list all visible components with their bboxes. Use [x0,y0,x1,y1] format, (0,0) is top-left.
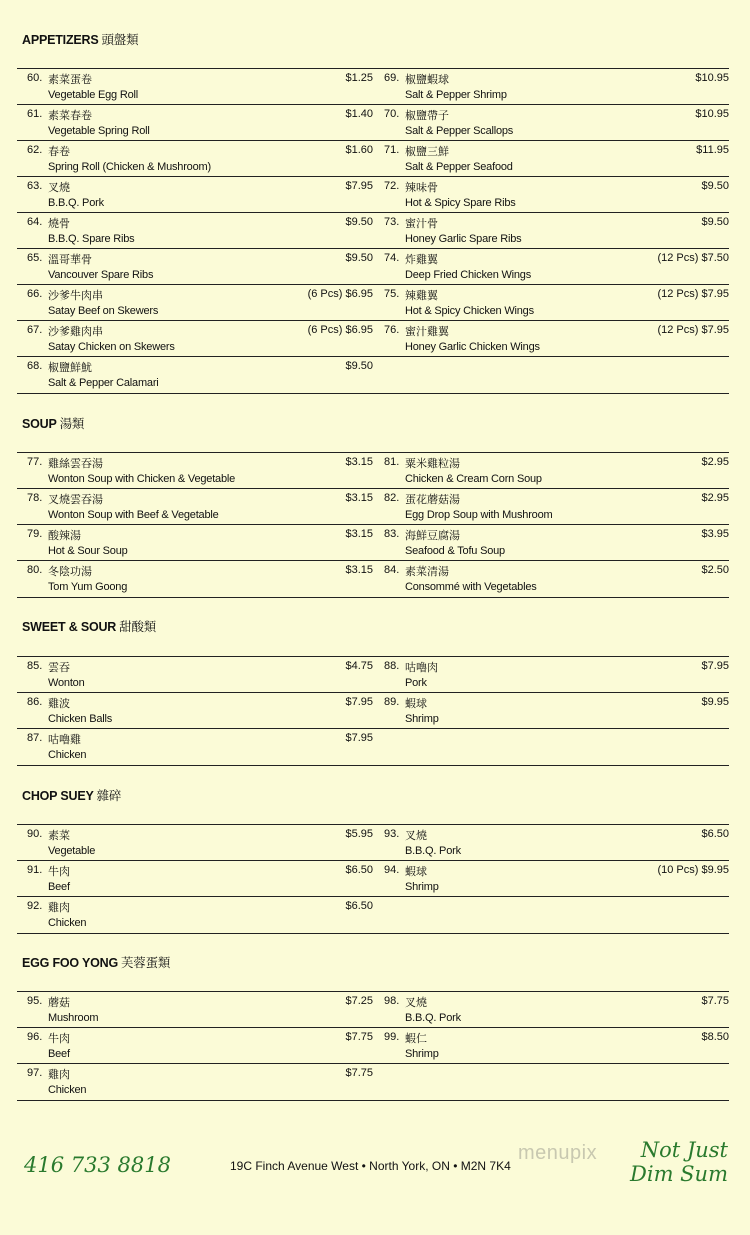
item-name-chinese: 叉燒 [405,996,427,1009]
menu-row [17,693,729,729]
item-price: $3.15 [345,492,373,504]
item-number: 98. [384,995,400,1007]
item-number: 85. [27,660,43,672]
item-number: 95. [27,995,43,1007]
section-title [22,414,84,432]
item-price: $7.95 [345,180,373,192]
menu-row [17,1028,729,1064]
section-title-zh: 甜酸類 [119,619,157,634]
item-number: 60. [27,72,43,84]
menu-item[interactable] [17,525,373,561]
menu-item[interactable] [17,489,373,525]
item-name-english: Chicken [48,917,87,929]
item-name-chinese: 冬陰功湯 [48,565,92,578]
item-price: $2.95 [701,492,729,504]
item-name-chinese: 蜜汁雞翼 [405,325,449,338]
item-price: $9.50 [345,216,373,228]
section-title [22,786,121,804]
item-name-english: Pork [405,677,427,689]
item-name-english: Hot & Spicy Chicken Wings [405,305,534,317]
item-name-chinese: 蛋花蘑菇湯 [405,493,460,506]
menu-row [17,992,729,1028]
item-price: (6 Pcs) $6.95 [307,324,373,336]
menu-item[interactable] [17,105,373,141]
item-name-chinese: 雞肉 [48,1068,70,1081]
address: 19C Finch Avenue West • North York, ON • M2N 7K4 [230,1159,511,1173]
item-price: $9.50 [701,216,729,228]
item-number: 67. [27,324,43,336]
item-number: 99. [384,1031,400,1043]
item-name-english: B.B.Q. Pork [405,1012,461,1024]
item-name-english: Chicken & Cream Corn Soup [405,473,542,485]
logo-line-2: Dim Sum [630,1162,728,1186]
item-name-english: Honey Garlic Chicken Wings [405,341,540,353]
menu-row [17,357,729,394]
item-number: 79. [27,528,43,540]
item-name-chinese: 雞波 [48,697,70,710]
item-price: $6.50 [701,828,729,840]
menu-item[interactable] [17,825,373,861]
item-name-chinese: 素菜春卷 [48,109,92,122]
item-name-chinese: 椒鹽三鮮 [405,145,449,158]
item-name-english: B.B.Q. Spare Ribs [48,233,135,245]
item-number: 80. [27,564,43,576]
item-name-english: Spring Roll (Chicken & Mushroom) [48,161,211,173]
item-price: $7.25 [345,995,373,1007]
item-price: $7.95 [701,660,729,672]
menu-row [17,321,729,357]
item-price: $11.95 [696,144,729,156]
watermark: menupix [518,1142,598,1164]
item-price: $9.50 [701,180,729,192]
item-price: $3.15 [345,456,373,468]
item-name-chinese: 蝦球 [405,697,427,710]
menu-item[interactable] [373,825,729,861]
menu-item[interactable] [373,992,729,1028]
section-title-en: APPETIZERS [22,33,99,47]
item-name-chinese: 燒骨 [48,217,70,230]
item-name-chinese: 椒鹽帶子 [405,109,449,122]
item-price: $3.15 [345,528,373,540]
item-number: 71. [384,144,400,156]
empty-cell [373,897,729,933]
menu-row [17,861,729,897]
item-number: 89. [384,696,400,708]
item-number: 92. [27,900,43,912]
item-name-english: Deep Fried Chicken Wings [405,269,532,281]
section-title [22,953,170,971]
item-name-chinese: 辣味骨 [405,181,438,194]
item-price: $9.50 [345,252,373,264]
empty-cell [373,729,729,765]
item-number: 75. [384,288,400,300]
item-name-english: Beef [48,881,70,893]
restaurant-logo [630,1138,728,1186]
menu-item[interactable] [17,357,373,393]
item-number: 64. [27,216,43,228]
phone-number[interactable]: 416 733 8818 [24,1153,171,1177]
item-name-chinese: 叉燒雲吞湯 [48,493,103,506]
item-name-chinese: 辣雞翼 [405,289,438,302]
item-name-english: Salt & Pepper Seafood [405,161,513,173]
item-name-english: Wonton [48,677,85,689]
item-number: 77. [27,456,43,468]
item-price: $2.95 [701,456,729,468]
menu-item[interactable] [373,141,729,177]
menu-item[interactable] [17,285,373,321]
item-number: 84. [384,564,400,576]
item-name-english: Satay Beef on Skewers [48,305,159,317]
menu-item[interactable] [17,249,373,285]
item-name-english: Vegetable Egg Roll [48,89,138,101]
menu-grid [17,452,729,598]
item-number: 65. [27,252,43,264]
item-price: (12 Pcs) $7.95 [657,324,729,336]
item-price: (6 Pcs) $6.95 [307,288,373,300]
item-name-english: B.B.Q. Pork [405,845,461,857]
menu-row [17,69,729,105]
item-price: $3.95 [701,528,729,540]
menu-item[interactable] [373,561,729,597]
item-name-chinese: 酸辣湯 [48,529,81,542]
item-name-english: Satay Chicken on Skewers [48,341,175,353]
item-price: (10 Pcs) $9.95 [657,864,729,876]
menu-item[interactable] [373,693,729,729]
item-price: $10.95 [695,72,729,84]
item-name-chinese: 粟米雞粒湯 [405,457,460,470]
item-name-english: Salt & Pepper Calamari [48,377,159,389]
menu-row [17,561,729,598]
item-name-english: Shrimp [405,881,439,893]
item-price: $7.95 [345,732,373,744]
menu-item[interactable] [373,525,729,561]
item-name-chinese: 雲吞 [48,661,70,674]
menu-item[interactable] [373,213,729,249]
item-name-chinese: 溫哥華骨 [48,253,92,266]
menu-item[interactable] [373,249,729,285]
menu-grid [17,824,729,934]
menu-grid [17,656,729,766]
item-price: $6.50 [345,864,373,876]
item-name-chinese: 素菜蛋卷 [48,73,92,86]
item-number: 61. [27,108,43,120]
section-title-en: CHOP SUEY [22,789,94,803]
menu-item[interactable] [373,285,729,321]
item-number: 62. [27,144,43,156]
menu-item[interactable] [17,861,373,897]
menu-row [17,453,729,489]
menu-item[interactable] [17,177,373,213]
menu-item[interactable] [17,693,373,729]
item-name-chinese: 雞絲雲吞湯 [48,457,103,470]
menu-row [17,897,729,934]
menu-grid [17,991,729,1101]
item-name-chinese: 素菜清湯 [405,565,449,578]
section-title-zh: 芙蓉蛋類 [121,955,171,970]
menu-row [17,1064,729,1101]
item-name-chinese: 蜜汁骨 [405,217,438,230]
item-name-chinese: 春卷 [48,145,70,158]
menu-item[interactable] [373,177,729,213]
item-name-chinese: 蝦球 [405,865,427,878]
menu-item[interactable] [373,861,729,897]
item-number: 69. [384,72,400,84]
item-price: $4.75 [345,660,373,672]
menu-row [17,729,729,766]
menu-item[interactable] [373,489,729,525]
item-name-chinese: 蘑菇 [48,996,70,1009]
item-name-chinese: 雞肉 [48,901,70,914]
item-name-english: Shrimp [405,1048,439,1060]
item-name-english: Vancouver Spare Ribs [48,269,154,281]
item-number: 91. [27,864,43,876]
item-name-english: Chicken Balls [48,713,113,725]
item-number: 72. [384,180,400,192]
item-number: 93. [384,828,400,840]
menu-row [17,249,729,285]
item-name-english: B.B.Q. Pork [48,197,104,209]
menu-row [17,213,729,249]
menu-item[interactable] [373,69,729,105]
item-price: (12 Pcs) $7.95 [657,288,729,300]
logo-line-1: Not Just [640,1138,728,1162]
menu-row [17,177,729,213]
item-price: $7.95 [345,696,373,708]
item-price: $3.15 [345,564,373,576]
item-price: $6.50 [345,900,373,912]
item-number: 68. [27,360,43,372]
section-title [22,617,156,635]
item-number: 94. [384,864,400,876]
item-name-english: Mushroom [48,1012,99,1024]
item-number: 82. [384,492,400,504]
item-name-english: Hot & Sour Soup [48,545,128,557]
item-name-english: Chicken [48,749,87,761]
item-name-chinese: 叉燒 [405,829,427,842]
menu-row [17,285,729,321]
item-name-chinese: 咕嚕肉 [405,661,438,674]
menu-item[interactable] [17,1028,373,1064]
menu-item[interactable] [373,657,729,693]
item-name-chinese: 椒鹽鮮魷 [48,361,92,374]
menu-item[interactable] [373,105,729,141]
empty-cell [373,357,729,393]
item-name-english: Chicken [48,1084,87,1096]
item-name-chinese: 牛肉 [48,1032,70,1045]
item-price: $7.75 [345,1067,373,1079]
item-price: $9.95 [701,696,729,708]
item-price: $9.50 [345,360,373,372]
item-number: 63. [27,180,43,192]
section-title-zh: 湯類 [59,416,85,431]
item-name-english: Vegetable [48,845,96,857]
section-title [22,30,138,48]
menu-row [17,825,729,861]
item-price: $8.50 [701,1031,729,1043]
menu-item[interactable] [17,453,373,489]
item-name-english: Wonton Soup with Beef & Vegetable [48,509,219,521]
item-name-chinese: 叉燒 [48,181,70,194]
section-title-en: SWEET & SOUR [22,620,117,634]
item-number: 88. [384,660,400,672]
item-name-english: Shrimp [405,713,439,725]
menu-item[interactable] [373,453,729,489]
menu-item[interactable] [17,321,373,357]
item-name-english: Egg Drop Soup with Mushroom [405,509,553,521]
menu-row [17,657,729,693]
item-price: $1.40 [345,108,373,120]
item-name-english: Consommé with Vegetables [405,581,537,593]
item-name-english: Wonton Soup with Chicken & Vegetable [48,473,236,485]
menu-item[interactable] [17,141,373,177]
item-number: 83. [384,528,400,540]
menu-item[interactable] [17,729,373,765]
item-name-chinese: 海鮮豆腐湯 [405,529,460,542]
item-number: 78. [27,492,43,504]
item-name-chinese: 沙爹牛肉串 [48,289,103,302]
menu-row [17,489,729,525]
item-number: 73. [384,216,400,228]
section-title-en: EGG FOO YONG [22,956,118,970]
item-number: 97. [27,1067,43,1079]
item-number: 70. [384,108,400,120]
item-name-english: Salt & Pepper Scallops [405,125,514,137]
menu-item[interactable] [17,69,373,105]
item-name-chinese: 蝦仁 [405,1032,427,1045]
menu-row [17,525,729,561]
item-number: 81. [384,456,400,468]
item-price: $7.75 [345,1031,373,1043]
menu-item[interactable] [17,1064,373,1100]
item-name-chinese: 素菜 [48,829,70,842]
item-name-chinese: 咕嚕雞 [48,733,81,746]
item-name-english: Tom Yum Goong [48,581,128,593]
item-number: 66. [27,288,43,300]
item-price: $7.75 [701,995,729,1007]
item-price: $1.60 [345,144,373,156]
item-number: 86. [27,696,43,708]
item-number: 74. [384,252,400,264]
item-number: 87. [27,732,43,744]
menu-item[interactable] [373,1028,729,1064]
item-number: 96. [27,1031,43,1043]
section-title-zh: 雜碎 [96,788,122,803]
item-price: $5.95 [345,828,373,840]
section-title-zh: 頭盤類 [101,32,139,47]
item-price: (12 Pcs) $7.50 [657,252,729,264]
item-name-chinese: 椒鹽蝦球 [405,73,449,86]
menu-row [17,105,729,141]
menu-item[interactable] [17,213,373,249]
menu-grid [17,68,729,394]
item-name-english: Beef [48,1048,70,1060]
item-name-english: Hot & Spicy Spare Ribs [405,197,516,209]
item-price: $2.50 [701,564,729,576]
menu-row [17,141,729,177]
item-price: $1.25 [345,72,373,84]
item-name-english: Salt & Pepper Shrimp [405,89,507,101]
item-number: 90. [27,828,43,840]
item-price: $10.95 [695,108,729,120]
item-name-english: Seafood & Tofu Soup [405,545,505,557]
menu-item[interactable] [17,561,373,597]
menu-item[interactable] [17,992,373,1028]
empty-cell [373,1064,729,1100]
item-name-chinese: 沙爹雞肉串 [48,325,103,338]
section-title-en: SOUP [22,417,57,431]
item-name-english: Vegetable Spring Roll [48,125,150,137]
menu-item[interactable] [17,897,373,933]
item-name-chinese: 炸雞翼 [405,253,438,266]
item-name-english: Honey Garlic Spare Ribs [405,233,522,245]
menu-item[interactable] [17,657,373,693]
item-name-chinese: 牛肉 [48,865,70,878]
item-number: 76. [384,324,400,336]
menu-item[interactable] [373,321,729,357]
